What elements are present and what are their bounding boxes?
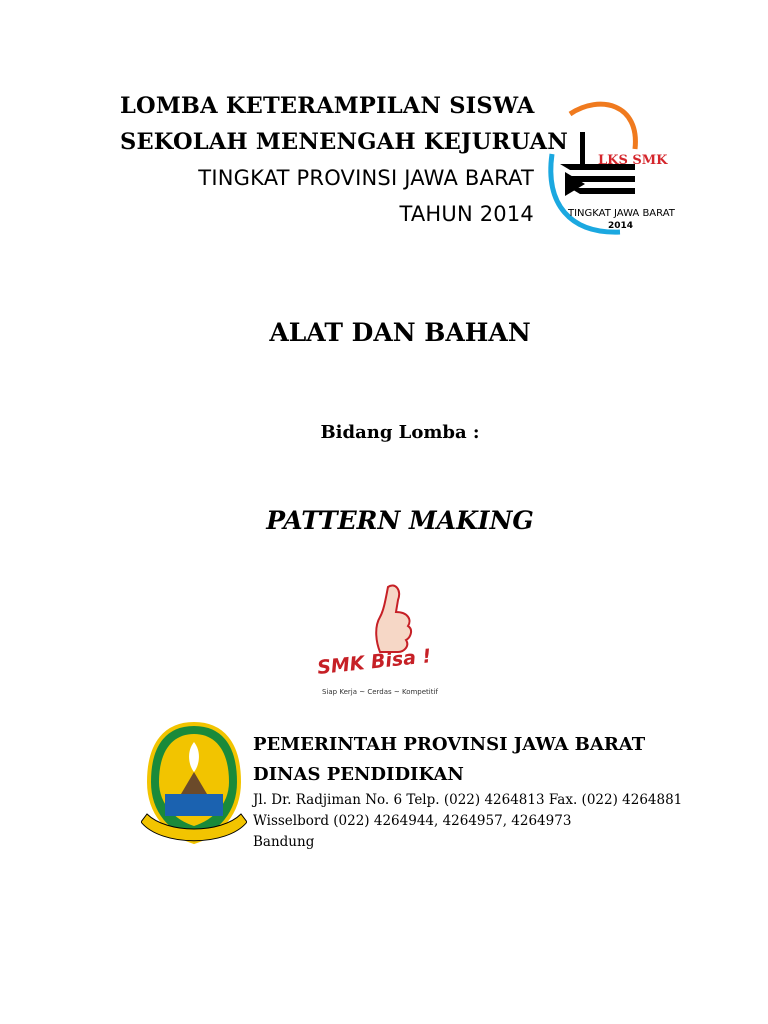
smk-tagline: Siap Kerja ~ Cerdas ~ Kompetitif	[322, 688, 438, 696]
header-line-2: SEKOLAH MENENGAH KEJURUAN	[120, 129, 569, 155]
jabar-emblem	[141, 722, 247, 850]
government-block	[253, 730, 683, 853]
smk-bisa-logo	[310, 582, 480, 702]
header-line-1: LOMBA KETERAMPILAN SISWA	[120, 93, 535, 119]
header-line-3: TINGKAT PROVINSI JAWA BARAT	[198, 166, 534, 190]
address-line-1: Jl. Dr. Radjiman No. 6 Telp. (022) 4264813 Fax. (022) 4264881	[253, 792, 683, 808]
government-name: PEMERINTAH PROVINSI JAWA BARAT	[253, 734, 646, 755]
logo-lks-text: LKS SMK	[598, 153, 668, 168]
address-line-2: Wisselbord (022) 4264944, 4264957, 4264973	[253, 813, 572, 829]
competition-header	[120, 88, 569, 232]
department-name: DINAS PENDIDIKAN	[253, 764, 464, 785]
logo-tingkat-text: TINGKAT JAWA BARAT	[568, 208, 675, 219]
document-title: ALAT DAN BAHAN	[269, 318, 531, 347]
lks-smk-logo	[540, 94, 690, 239]
logo-stripe-3	[570, 188, 635, 194]
logo-year-text: 2014	[608, 221, 634, 231]
thumbs-up-icon	[376, 585, 411, 652]
header-line-4: TAHUN 2014	[399, 202, 534, 226]
logo-orange-arc	[570, 104, 635, 149]
emblem-water	[165, 794, 223, 816]
smk-bisa-text: SMK Bisa !	[316, 645, 433, 679]
competition-field: PATTERN MAKING	[266, 506, 534, 535]
address-line-3: Bandung	[253, 834, 315, 850]
document-subtitle: Bidang Lomba :	[320, 422, 480, 443]
